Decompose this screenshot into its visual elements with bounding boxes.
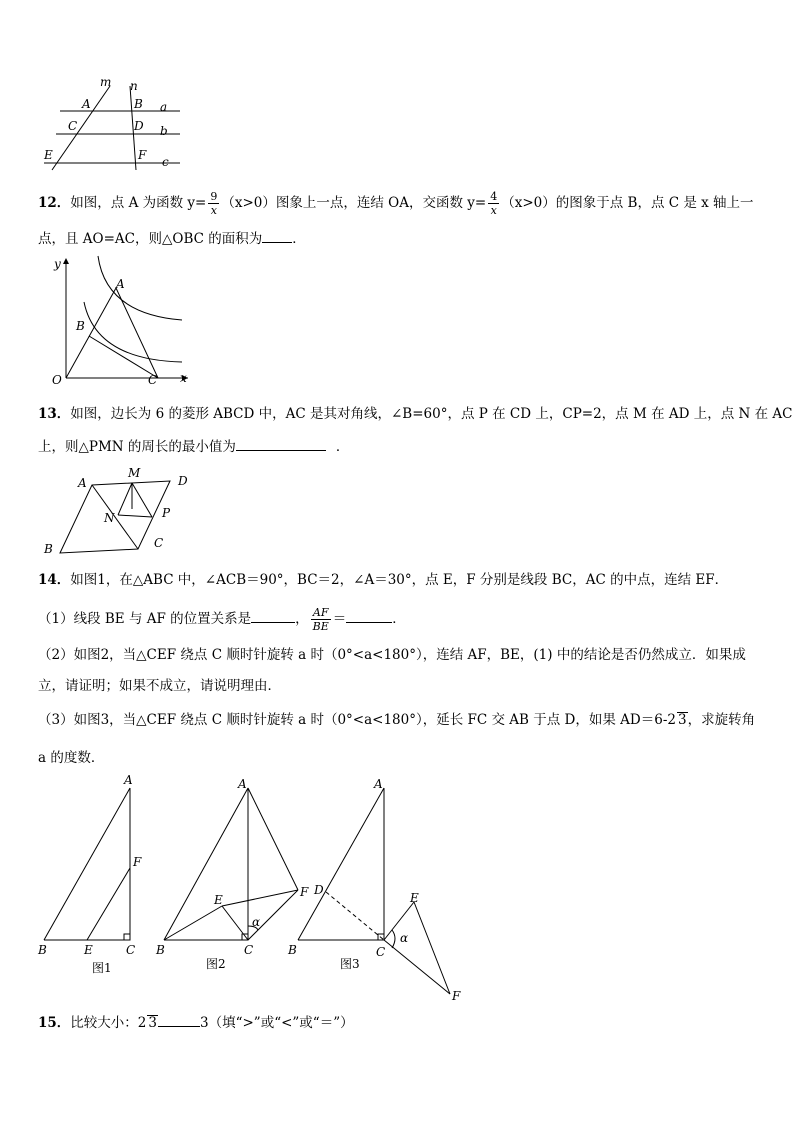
q14-part3-line2: a 的度数． (38, 750, 105, 766)
q14-fraction: $\frac{AF}{BE}$ (312, 606, 329, 633)
q15-sqrt: 3 (148, 1015, 157, 1031)
label-B: B (156, 943, 165, 957)
q14-figure3 (282, 772, 472, 1002)
label-C: C (68, 119, 78, 133)
label-A: A (374, 777, 383, 791)
q14-sqrt: 3 (677, 712, 687, 728)
q12-text1: 如图，点 A 为函数 y= (70, 195, 207, 211)
label-A: A (238, 777, 247, 791)
q15-number: 15． (38, 1015, 71, 1031)
label-b: b (160, 124, 168, 138)
q12-fraction2: $\frac{4}{x}$ (490, 190, 498, 217)
q14-figure1 (36, 772, 146, 977)
label-E: E (214, 893, 223, 907)
q12-figure (40, 252, 195, 387)
label-m: m (100, 75, 112, 89)
label-C: C (376, 945, 386, 959)
label-a: a (160, 100, 168, 114)
label-B: B (288, 943, 297, 957)
label-D: D (314, 883, 324, 897)
q14-line1: 14．如图1，在△ABC 中，∠ACB＝90°，BC＝2，∠A＝30°，点 E，F 分别是线段 BC，AC 的中点，连结 EF． (38, 572, 729, 588)
label-P: P (162, 506, 171, 520)
label-A: A (82, 97, 91, 111)
label-E: E (44, 148, 53, 162)
label-c: c (162, 155, 169, 169)
label-E: E (410, 891, 419, 905)
q13-line1: 13．如图，边长为 6 的菱形 ABCD 中，AC 是其对角线，∠B=60°，点 P 在 CD 上，CP=2，点 M 在 AD 上，点 N 在 AC (38, 406, 793, 422)
label-C: C (154, 536, 164, 550)
label-D: D (134, 119, 144, 133)
q14-number: 14． (38, 572, 71, 588)
label-M: M (128, 466, 141, 480)
caption-fig2: 图2 (206, 957, 226, 971)
label-F: F (300, 885, 309, 899)
caption-fig3: 图3 (340, 957, 360, 971)
q13-answer-blank[interactable] (236, 436, 326, 451)
q12-answer-blank[interactable] (262, 228, 292, 243)
label-E: E (84, 943, 93, 957)
q12-fraction1: $\frac{9}{x}$ (210, 190, 218, 217)
q15-answer-blank[interactable] (158, 1012, 200, 1027)
label-F: F (138, 148, 147, 162)
label-B: B (38, 943, 47, 957)
label-C: C (148, 373, 158, 387)
label-B: B (134, 97, 143, 111)
label-A: A (116, 277, 125, 291)
label-B: B (76, 319, 85, 333)
q12-text3: （x>0）的图象于点 B，点 C 是 x 轴上一 (501, 195, 754, 211)
label-A: A (78, 476, 87, 490)
label-y: y (54, 257, 61, 271)
q13-number: 13． (38, 406, 71, 422)
label-A: A (124, 773, 133, 787)
label-F: F (133, 855, 142, 869)
q12-line1 (38, 190, 756, 217)
q12-text2: （x>0）图象上一点，连结 OA，交函数 y= (221, 195, 487, 211)
label-alpha: α (400, 931, 409, 945)
caption-fig1: 图1 (92, 961, 112, 975)
q14-part1-blank2[interactable] (346, 608, 392, 623)
label-B: B (44, 542, 53, 556)
label-n: n (130, 79, 138, 93)
parallel-lines-figure (38, 75, 188, 173)
q13-line2: 上，则△PMN 的周长的最小值为 ． (38, 436, 756, 457)
q14-part1-blank1[interactable] (251, 608, 295, 623)
label-C: C (126, 943, 136, 957)
q14-part3-line1: （3）如图3，当△CEF 绕点 C 顺时针旋转 a 时（0°<a<180°），延长 FC 交 AB 于点 D，如果 AD＝6-2 3，求旋转角 (38, 712, 756, 728)
label-N: N (104, 511, 115, 525)
q14-part2-line1: （2）如图2，当△CEF 绕点 C 顺时针旋转 a 时（0°<a<180°），连结 AF，BE，(1) 中的结论是否仍然成立．如果成 (38, 647, 746, 663)
label-F: F (452, 989, 461, 1003)
label-O: O (52, 373, 62, 387)
q13-figure (40, 465, 200, 560)
q14-part1: （1）线段 BE 与 AF 的位置关系是 ， $\frac{AF}{BE}$ ＝ ． (38, 606, 406, 633)
label-alpha: α (252, 915, 261, 929)
label-C: C (244, 943, 254, 957)
label-x: x (180, 371, 187, 385)
q15-line: 15．比较大小：2 3 3（填“>”或“<”或“＝”） (38, 1012, 756, 1033)
q14-part2-line2: 立，请证明；如果不成立，请说明理由． (38, 678, 281, 694)
q12-number: 12． (38, 195, 71, 211)
label-D: D (178, 474, 188, 488)
q12-line2: 点，且 AO=AC，则△OBC 的面积为 ． (38, 228, 756, 249)
